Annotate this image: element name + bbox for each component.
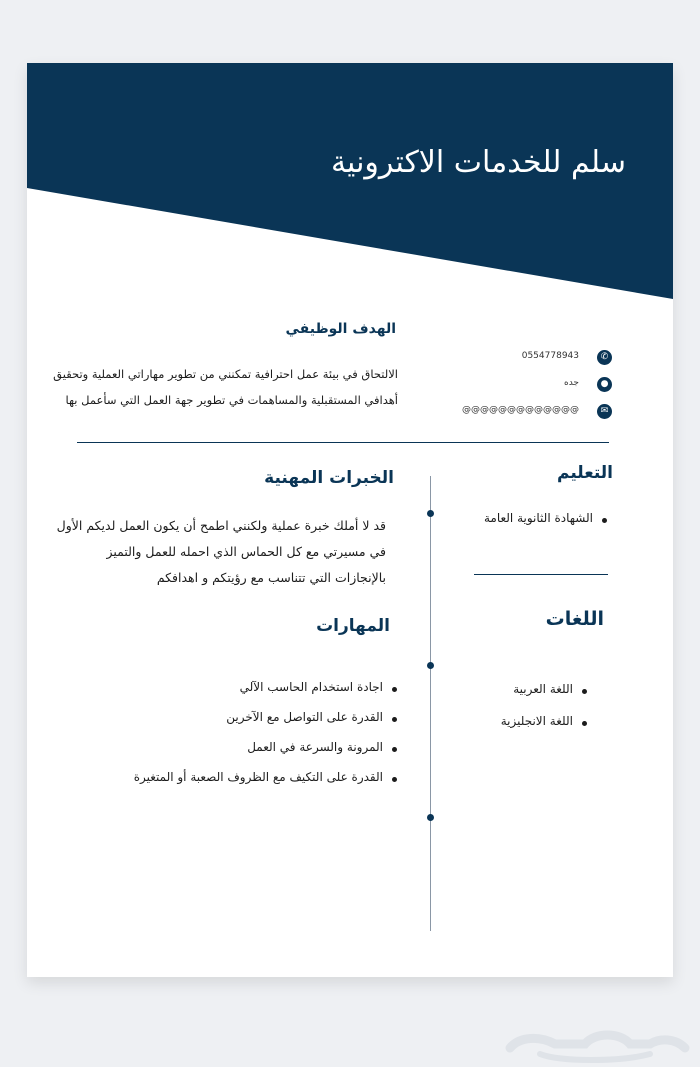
objective-text: الالتحاق في بيئة عمل احترافية تمكنني من تطوير مهاراتي العملية وتحقيق أهدافي المستقبلية والمساهمات في تطوير جهة العمل التي سأعمل بها — [53, 367, 398, 407]
header-banner — [27, 63, 673, 300]
email-icon: ✉ — [597, 404, 612, 419]
language-item: اللغة العربية — [501, 682, 587, 714]
page-title: سلم للخدمات الاكترونية — [330, 145, 626, 180]
languages-title: اللغات — [545, 608, 604, 630]
experience-title: الخبرات المهنية — [264, 468, 394, 488]
contact-location — [485, 377, 615, 393]
location-pin-icon: ● — [597, 377, 612, 392]
experience-text: قد لا أملك خبرة عملية ولكنني اطمح أن يكون العمل لديكم الأول في مسيرتي مع كل الحماس الذي احمله للعمل والتميز بالإنجازات التي تتناسب مع رؤيتكم و اهدافكم — [56, 518, 386, 585]
phone-icon: ✆ — [597, 350, 612, 365]
objective-title: الهدف الوظيفي — [285, 321, 396, 337]
timeline-dot — [427, 814, 434, 821]
education-title: التعليم — [557, 463, 613, 483]
education-list — [484, 511, 607, 525]
skill-item: المرونة والسرعة في العمل — [134, 740, 397, 770]
contact-email — [462, 404, 615, 420]
resume-page — [27, 63, 673, 977]
skill-item: القدرة على التواصل مع الآخرين — [134, 710, 397, 740]
language-item: اللغة الانجليزية — [501, 714, 587, 746]
languages-list — [501, 682, 587, 746]
skill-item: اجادة استخدام الحاسب الآلي — [134, 680, 397, 710]
haraj-watermark-logo — [500, 1018, 695, 1064]
phone-text: 0554778943 — [521, 351, 579, 361]
contact-phone — [485, 350, 615, 366]
timeline-line — [430, 476, 431, 931]
email-text: @@@@@@@@@@@@@ — [462, 405, 579, 415]
timeline-dot — [427, 510, 434, 517]
top-divider — [77, 442, 609, 443]
skills-title: المهارات — [316, 616, 390, 636]
section-divider — [474, 574, 608, 575]
location-text: جده — [563, 378, 579, 388]
skills-list — [134, 680, 397, 800]
skill-item: القدرة على التكيف مع الظروف الصعبة أو المتغيرة — [134, 770, 397, 800]
education-item: الشهادة الثانوية العامة — [484, 511, 607, 525]
timeline-dot — [427, 662, 434, 669]
